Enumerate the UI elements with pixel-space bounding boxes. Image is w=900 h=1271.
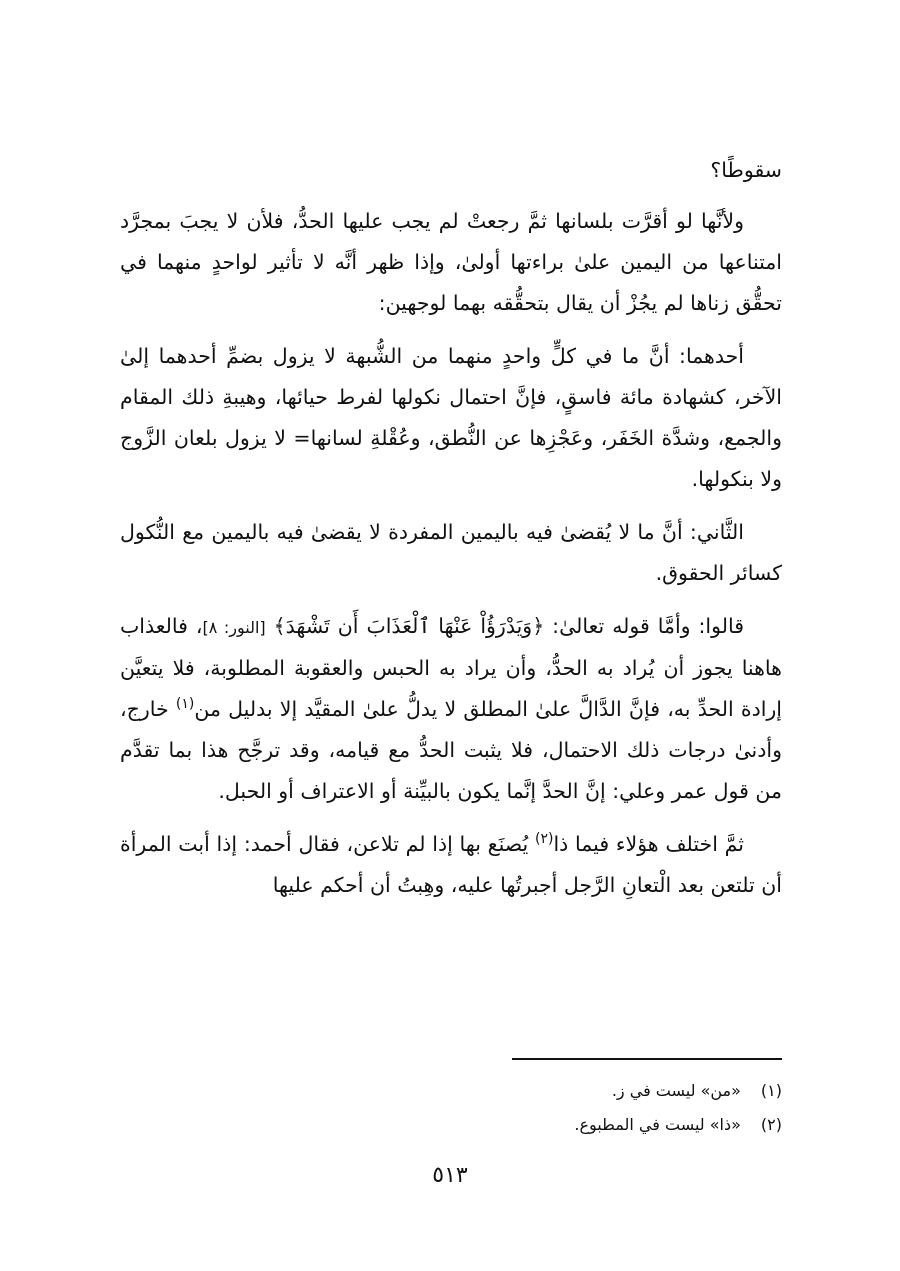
- page-number: ٥١٣: [432, 1163, 468, 1188]
- paragraph-5-start: ثمَّ اختلف هؤلاء فيما ذا: [553, 832, 744, 856]
- footnote-separator: [512, 1058, 782, 1060]
- footnote-number: (٢): [760, 1115, 782, 1134]
- paragraph-4-end: خارج، وأدنىٰ درجات ذلك الاحتمال، فلا يثبت الحدُّ مع قيامه، وقد ترجَّح هذا بما تقدَّم من قول عمر وعلي: إنَّ الحدَّ إنَّما يكون بالبيِّنة أو الاعتراف أو الحبل.: [120, 697, 782, 803]
- verse-citation: [النور: ٨]: [202, 618, 266, 637]
- paragraph-continuation: سقوطًا؟: [710, 158, 782, 182]
- paragraph-5-body: يُصنَع بها إذا لم تلاعن، فقال أحمد: إذا أبت المرأة أن تلتعن بعد الْتعانِ الرَّجل أجبرتُها عليه، وهِبتُ أن أحكم عليها: [120, 832, 782, 897]
- paragraph-4-body: ، فالعذاب هاهنا يجوز أن يُراد به الحدُّ، وأن يراد به الحبس والعقوبة المطلوبة، فلا يتعيَّن إرادة الحدِّ به، فإنَّ الدَّالَّ علىٰ المطلق لا يدلُّ علىٰ المقيَّد إلا بدليل من: [120, 614, 782, 721]
- footnote-2: [120, 1108, 782, 1142]
- main-text: [120, 150, 782, 918]
- footnotes: [120, 1074, 782, 1142]
- quran-verse: ﴿وَيَدْرَؤُاْ عَنْهَا ٱلْعَذَابَ أَن تَشْهَدَ﴾: [273, 614, 545, 638]
- paragraph-quran-discussion: [120, 606, 782, 812]
- footnote-text: «من» ليست في ز.: [611, 1081, 741, 1100]
- footnote-ref-1[interactable]: (١): [175, 696, 195, 713]
- footnote-1: [120, 1074, 782, 1108]
- footnote-number: (١): [760, 1081, 782, 1100]
- footnote-ref-2[interactable]: (٢): [535, 831, 554, 848]
- paragraph-first-reason: أحدهما: أنَّ ما في كلٍّ واحدٍ منهما من الشُّبهة لا يزول بضمِّ أحدهما إلىٰ الآخر، كشهادة مائة فاسقٍ، فإنَّ احتمال نكولها لفرط حيائها، وهيبةِ ذلك المقام والجمع، وشدَّة الخَفَر، وعَجْزِها عن النُّطق، وعُقْلةِ لسانها= لا يزول بلعان الزَّوج ولا بنكولها.: [120, 344, 782, 491]
- paragraph-4-intro: قالوا: وأمَّا قوله تعالىٰ:: [552, 614, 745, 638]
- footnote-text: «ذا» ليست في المطبوع.: [574, 1115, 741, 1134]
- paragraph-disagreement: [120, 824, 782, 906]
- paragraph-second-reason: الثَّاني: أنَّ ما لا يُقضىٰ فيه باليمين المفردة لا يقضىٰ فيه باليمين مع النُّكول كسائر الحقوق.: [120, 520, 782, 585]
- paragraph-1: ولأنَّها لو أقرَّت بلسانها ثمَّ رجعتْ لم يجب عليها الحدُّ، فلأن لا يجبَ بمجرَّد امتناعها من اليمين علىٰ براءتها أولىٰ، وإذا ظهر أنَّه لا تأثير لواحدٍ منهما في تحقُّق زناها لم يجُزْ أن يقال بتحقُّقه بهما لوجهين:: [120, 209, 782, 315]
